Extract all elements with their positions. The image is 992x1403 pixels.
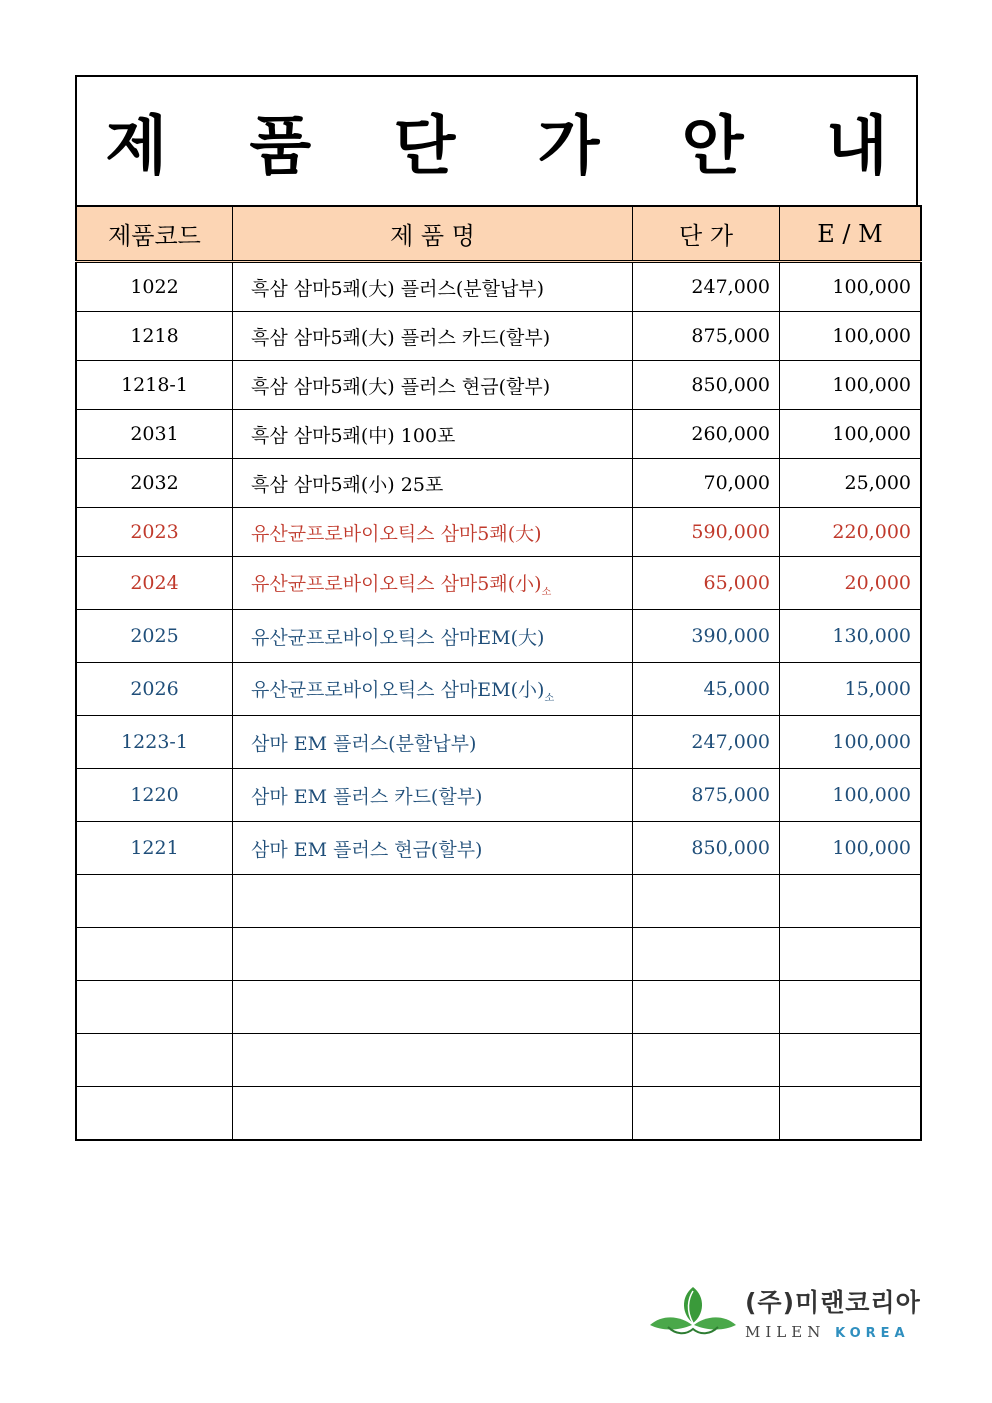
cell-em: 100,000 (780, 410, 922, 459)
empty-cell (780, 1034, 922, 1087)
cell-price: 875,000 (633, 312, 780, 361)
cell-em: 100,000 (780, 361, 922, 410)
cell-name: 삼마 EM 플러스 카드(할부) (233, 769, 633, 822)
cell-code: 1221 (76, 822, 233, 875)
cell-name-sub: 소 (544, 692, 555, 704)
empty-cell (76, 928, 233, 981)
empty-cell (233, 981, 633, 1034)
cell-code: 1218 (76, 312, 233, 361)
cell-price: 390,000 (633, 610, 780, 663)
cell-em: 100,000 (780, 312, 922, 361)
cell-code: 2026 (76, 663, 233, 716)
header-em: E / M (780, 206, 922, 262)
cell-price: 850,000 (633, 822, 780, 875)
empty-cell (780, 875, 922, 928)
table-row (76, 769, 921, 822)
cell-price: 875,000 (633, 769, 780, 822)
empty-cell (633, 1087, 780, 1141)
cell-code: 1220 (76, 769, 233, 822)
cell-code: 2024 (76, 557, 233, 610)
cell-name: 흑삼 삼마5쾌(小) 25포 (233, 459, 633, 508)
cell-code: 2025 (76, 610, 233, 663)
cell-price: 590,000 (633, 508, 780, 557)
empty-cell (76, 875, 233, 928)
header-price: 단 가 (633, 206, 780, 262)
empty-cell (233, 1087, 633, 1141)
title-box (75, 75, 918, 205)
logo-subtitle (745, 1323, 921, 1341)
cell-name (233, 663, 633, 716)
cell-em: 100,000 (780, 262, 922, 312)
cell-em: 100,000 (780, 822, 922, 875)
table-row (76, 610, 921, 663)
empty-row (76, 875, 921, 928)
table-row (76, 557, 921, 610)
table-row (76, 361, 921, 410)
leaf-logo-icon (648, 1283, 738, 1343)
cell-name: 흑삼 삼마5쾌(中) 100포 (233, 410, 633, 459)
empty-cell (780, 928, 922, 981)
cell-price: 247,000 (633, 716, 780, 769)
cell-code: 2032 (76, 459, 233, 508)
table-row (76, 262, 921, 312)
empty-cell (633, 981, 780, 1034)
cell-em: 15,000 (780, 663, 922, 716)
cell-code: 2023 (76, 508, 233, 557)
table-row (76, 312, 921, 361)
price-table (75, 205, 922, 1141)
cell-price: 70,000 (633, 459, 780, 508)
cell-name: 흑삼 삼마5쾌(大) 플러스 현금(할부) (233, 361, 633, 410)
empty-cell (233, 928, 633, 981)
cell-price: 260,000 (633, 410, 780, 459)
cell-price: 247,000 (633, 262, 780, 312)
cell-em: 220,000 (780, 508, 922, 557)
empty-cell (76, 1087, 233, 1141)
price-sheet (75, 75, 918, 1141)
cell-name: 삼마 EM 플러스(분할납부) (233, 716, 633, 769)
cell-name-text: 유산균프로바이오틱스 삼마EM(小) (251, 678, 545, 701)
cell-code: 2031 (76, 410, 233, 459)
cell-name: 흑삼 삼마5쾌(大) 플러스 카드(할부) (233, 312, 633, 361)
empty-cell (233, 875, 633, 928)
cell-price: 850,000 (633, 361, 780, 410)
cell-name: 유산균프로바이오틱스 삼마5쾌(大) (233, 508, 633, 557)
logo-korea: KOREA (835, 1326, 910, 1341)
empty-cell (633, 1034, 780, 1087)
cell-em: 20,000 (780, 557, 922, 610)
empty-cell (76, 981, 233, 1034)
cell-em: 130,000 (780, 610, 922, 663)
cell-name-sub: 소 (541, 586, 552, 598)
cell-em: 100,000 (780, 769, 922, 822)
empty-row (76, 1087, 921, 1141)
logo-company-name: (주)미랜코리아 (745, 1288, 921, 1317)
empty-cell (633, 875, 780, 928)
empty-row (76, 981, 921, 1034)
table-row (76, 663, 921, 716)
empty-cell (76, 1034, 233, 1087)
logo-text (745, 1283, 921, 1341)
table-row (76, 822, 921, 875)
cell-em: 100,000 (780, 716, 922, 769)
empty-cell (233, 1034, 633, 1087)
cell-em: 25,000 (780, 459, 922, 508)
table-row (76, 410, 921, 459)
cell-code: 1223-1 (76, 716, 233, 769)
table-header-row (76, 206, 921, 262)
cell-price: 65,000 (633, 557, 780, 610)
company-logo (648, 1283, 948, 1343)
cell-code: 1022 (76, 262, 233, 312)
cell-name: 삼마 EM 플러스 현금(할부) (233, 822, 633, 875)
logo-milen: MILEN (745, 1323, 826, 1341)
empty-cell (633, 928, 780, 981)
empty-row (76, 928, 921, 981)
header-name: 제 품 명 (233, 206, 633, 262)
page-title: 제 품 단 가 안 내 (105, 110, 918, 184)
cell-price: 45,000 (633, 663, 780, 716)
table-row (76, 459, 921, 508)
cell-name (233, 557, 633, 610)
empty-cell (780, 1087, 922, 1141)
cell-name: 유산균프로바이오틱스 삼마EM(大) (233, 610, 633, 663)
empty-row (76, 1034, 921, 1087)
table-row (76, 716, 921, 769)
empty-cell (780, 981, 922, 1034)
table-row (76, 508, 921, 557)
header-code: 제품코드 (76, 206, 233, 262)
cell-name: 흑삼 삼마5쾌(大) 플러스(분할납부) (233, 262, 633, 312)
cell-code: 1218-1 (76, 361, 233, 410)
cell-name-text: 유산균프로바이오틱스 삼마5쾌(小) (251, 572, 542, 595)
